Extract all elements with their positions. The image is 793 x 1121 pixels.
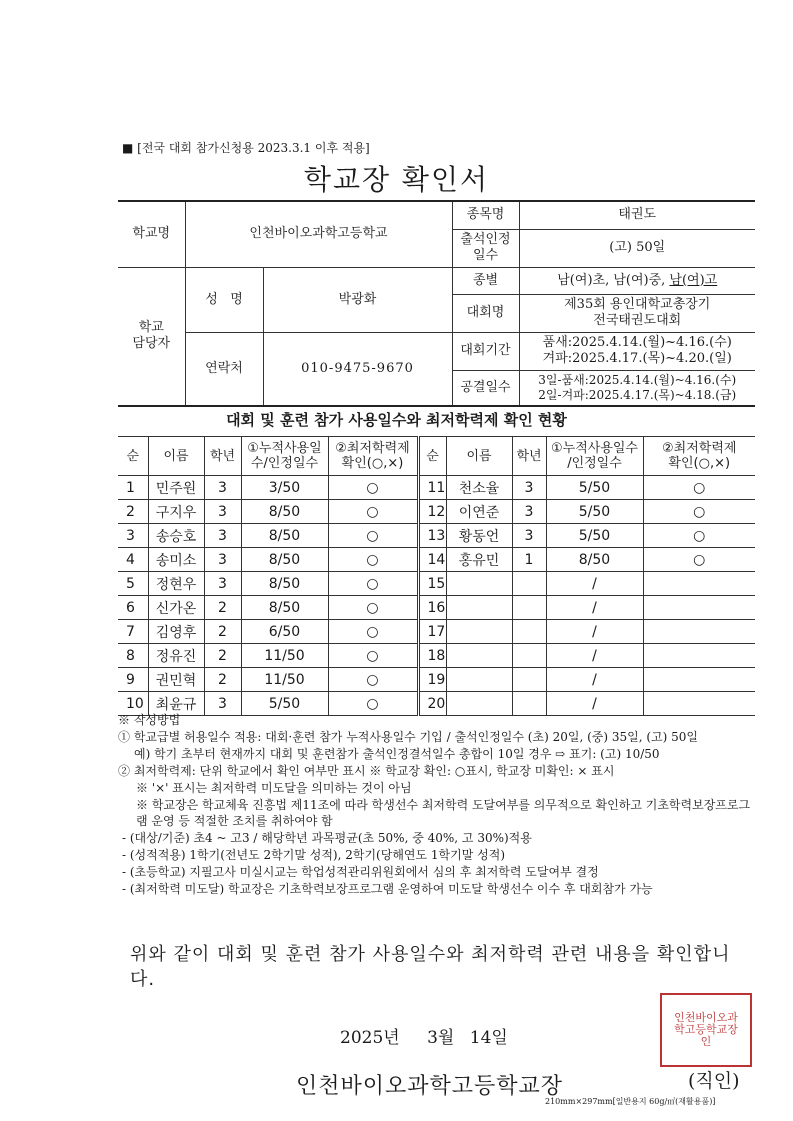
used-days: 8/50 <box>241 596 328 620</box>
academic-check: ○ <box>328 692 418 716</box>
used-days: / <box>546 620 643 644</box>
used-days: / <box>546 668 643 692</box>
period-value: 품새:2025.4.14.(월)~4.16.(수) 겨파:2025.4.17.(목)~4.20.(일) <box>519 332 755 370</box>
row-no: 11 <box>418 476 446 500</box>
used-days: 11/50 <box>241 644 328 668</box>
status-header-cell: 학년 <box>204 437 241 476</box>
header-note: ■ [전국 대회 참가신청용 2023.3.1 이후 적용] <box>122 141 370 155</box>
event-value: 태권도 <box>519 201 755 229</box>
student-name: 구지우 <box>148 500 204 524</box>
grade: 3 <box>204 524 241 548</box>
grade: 3 <box>512 524 546 548</box>
academic-check: ○ <box>328 524 418 548</box>
academic-check: ○ <box>328 620 418 644</box>
row-no: 3 <box>118 524 148 548</box>
competition-value: 제35회 용인대학교총장기 전국태권도대회 <box>519 294 755 332</box>
date-year: 2025년 <box>340 1028 400 1048</box>
info-table <box>118 200 755 407</box>
category-label: 종별 <box>452 267 519 294</box>
used-days: 5/50 <box>546 524 643 548</box>
academic-check <box>643 644 755 668</box>
student-name: 천소율 <box>446 476 512 500</box>
status-header-cell: ①누적사용일 수/인정일수 <box>241 437 328 476</box>
used-days: 3/50 <box>241 476 328 500</box>
row-no: 1 <box>118 476 148 500</box>
student-name: 민주원 <box>148 476 204 500</box>
table-row <box>118 524 755 548</box>
grade: 3 <box>204 572 241 596</box>
table-row <box>118 668 755 692</box>
contact-label: 연락처 <box>185 332 263 406</box>
academic-check: ○ <box>643 548 755 572</box>
grade: 3 <box>204 500 241 524</box>
used-days: 11/50 <box>241 668 328 692</box>
table-row <box>118 500 755 524</box>
confirm-text: 위와 같이 대회 및 훈련 참가 사용일수와 최저학력 관련 내용을 확인합니다. <box>130 944 731 990</box>
used-days: / <box>546 596 643 620</box>
student-name: 권민혁 <box>148 668 204 692</box>
academic-check: ○ <box>643 524 755 548</box>
status-header-cell: 학년 <box>512 437 546 476</box>
row-no: 10 <box>118 692 148 716</box>
student-name: 홍유민 <box>446 548 512 572</box>
grade <box>512 572 546 596</box>
category-options: 남(여)초, 남(여)중, <box>557 272 670 288</box>
attend-label: 출석인정 일수 <box>452 229 519 267</box>
used-days: 8/50 <box>546 548 643 572</box>
academic-check: ○ <box>328 548 418 572</box>
seal-label: (직인) <box>688 1070 740 1092</box>
grade: 3 <box>204 548 241 572</box>
academic-check: ○ <box>328 476 418 500</box>
note-line: 예) 학기 초부터 현재까지 대회 및 훈련참가 출석인정결석일수 총합이 10일 경우 ⇨ 표기: (고) 10/50 <box>134 747 660 761</box>
status-header-cell: 순 <box>418 437 446 476</box>
grade: 2 <box>204 668 241 692</box>
row-no: 2 <box>118 500 148 524</box>
note-line: - (초등학교) 지필고사 미실시교는 학업성적관리위원회에서 심의 후 최저학력 도달여부 결정 <box>122 865 599 879</box>
paper-spec: 210mm×297mm[일반용지 60g/㎡(재활용품)] <box>545 1097 716 1106</box>
row-no: 5 <box>118 572 148 596</box>
academic-check <box>643 620 755 644</box>
used-days: 8/50 <box>241 548 328 572</box>
row-no: 16 <box>418 596 446 620</box>
student-name <box>446 596 512 620</box>
grade <box>512 596 546 620</box>
period-label: 대회기간 <box>452 332 519 370</box>
principal-name: 인천바이오과학고등학교장 <box>296 1074 564 1099</box>
absence-value: 3일-품새:2025.4.14.(월)~4.16.(수) 2일-겨파:2025.4.17.(목)~4.18.(금) <box>519 370 755 406</box>
academic-check: ○ <box>643 500 755 524</box>
row-no: 15 <box>418 572 446 596</box>
academic-check: ○ <box>328 644 418 668</box>
grade: 3 <box>204 692 241 716</box>
used-days: 5/50 <box>546 500 643 524</box>
competition-label: 대회명 <box>452 294 519 332</box>
grade <box>512 668 546 692</box>
note-line: ① 학교급별 허용일수 적용: 대회·훈련 참가 누적사용일수 기입 / 출석인정일수 (초) 20일, (중) 35일, (고) 50일 <box>118 730 698 744</box>
row-no: 9 <box>118 668 148 692</box>
page-title: 학교장 확인서 <box>303 163 490 196</box>
row-no: 20 <box>418 692 446 716</box>
row-no: 14 <box>418 548 446 572</box>
grade: 2 <box>204 620 241 644</box>
row-no: 12 <box>418 500 446 524</box>
used-days: 5/50 <box>241 692 328 716</box>
category-value <box>519 267 755 294</box>
row-no: 6 <box>118 596 148 620</box>
note-line: - (성적적용) 1학기(전년도 2학기말 성적), 2학기(당해연도 1학기말 성적) <box>122 848 506 862</box>
school-seal <box>660 993 752 1067</box>
used-days: 8/50 <box>241 524 328 548</box>
name-label: 성 명 <box>185 267 263 332</box>
note-line: - (최저학력 미도달) 학교장은 기초학력보장프로그램 운영하여 미도달 학생선수 이수 후 대회참가 가능 <box>122 882 653 896</box>
academic-check <box>643 668 755 692</box>
student-name: 김영후 <box>148 620 204 644</box>
grade <box>512 620 546 644</box>
student-name <box>446 668 512 692</box>
school-name: 인천바이오과학고등학교 <box>185 201 452 267</box>
student-name: 송미소 <box>148 548 204 572</box>
used-days: 8/50 <box>241 500 328 524</box>
table-row <box>118 572 755 596</box>
note-line: ※ 작성방법 <box>118 713 181 727</box>
student-name <box>446 620 512 644</box>
used-days: 5/50 <box>546 476 643 500</box>
seal-text: 인천바이오과학고등학교장인 <box>674 1011 738 1048</box>
status-header-row <box>118 437 755 476</box>
note-line: ※ 학교장은 학교체육 진흥법 제11조에 따라 학생선수 최저학력 도달여부를 의무적으로 확인하고 기초학력보장프로그램 운영 등 적절한 조치를 취하여야 함 <box>136 798 751 828</box>
note-line: - (대상/기준) 초4 ~ 고3 / 해당학년 과목평균(초 50%, 중 40%, 고 30%)적용 <box>122 831 532 845</box>
student-name: 최윤규 <box>148 692 204 716</box>
academic-check: ○ <box>643 476 755 500</box>
date-day: 14일 <box>469 1028 508 1048</box>
student-name <box>446 572 512 596</box>
student-name: 송승호 <box>148 524 204 548</box>
status-header-cell: 순 <box>118 437 148 476</box>
academic-check: ○ <box>328 572 418 596</box>
academic-check: ○ <box>328 596 418 620</box>
used-days: / <box>546 572 643 596</box>
contact-value: 010-9475-9670 <box>263 332 452 406</box>
grade: 2 <box>204 644 241 668</box>
grade: 2 <box>204 596 241 620</box>
grade: 1 <box>512 548 546 572</box>
row-no: 7 <box>118 620 148 644</box>
student-name: 신가온 <box>148 596 204 620</box>
used-days: / <box>546 644 643 668</box>
manager-name: 박광화 <box>263 267 452 332</box>
event-label: 종목명 <box>452 201 519 229</box>
status-title: 대회 및 훈련 참가 사용일수와 최저학력제 확인 현황 <box>226 411 567 429</box>
date-line <box>340 1023 508 1048</box>
note-line: ※ '×' 표시는 최저학력 미도달을 의미하는 것이 아님 <box>136 781 412 795</box>
academic-check <box>643 596 755 620</box>
school-label: 학교명 <box>118 201 185 267</box>
row-no: 8 <box>118 644 148 668</box>
student-name: 정현우 <box>148 572 204 596</box>
absence-label: 공결일수 <box>452 370 519 406</box>
student-name: 정유진 <box>148 644 204 668</box>
table-row <box>118 596 755 620</box>
row-no: 18 <box>418 644 446 668</box>
table-row <box>118 620 755 644</box>
grade <box>512 644 546 668</box>
row-no: 4 <box>118 548 148 572</box>
used-days: 6/50 <box>241 620 328 644</box>
notes-section <box>118 712 755 898</box>
row-no: 17 <box>418 620 446 644</box>
table-row <box>118 644 755 668</box>
attend-value: (고) 50일 <box>519 229 755 267</box>
grade: 3 <box>512 476 546 500</box>
status-header-cell: 이름 <box>148 437 204 476</box>
academic-check <box>643 572 755 596</box>
date-month: 3월 <box>427 1028 455 1048</box>
student-name: 황동언 <box>446 524 512 548</box>
note-line: ② 최저학력제: 단위 학교에서 확인 여부만 표시 ※ 학교장 확인: ○표시, 학교장 미확인: × 표시 <box>118 764 615 778</box>
academic-check: ○ <box>328 500 418 524</box>
status-header-cell: ②최저학력제 확인(○,×) <box>643 437 755 476</box>
student-name: 이연준 <box>446 500 512 524</box>
category-selected: 남(여)고 <box>669 272 718 288</box>
status-table <box>118 436 755 716</box>
used-days: 8/50 <box>241 572 328 596</box>
table-row <box>118 548 755 572</box>
student-name <box>446 644 512 668</box>
row-no: 19 <box>418 668 446 692</box>
used-days: / <box>546 692 643 716</box>
table-row <box>118 476 755 500</box>
status-header-cell: ①누적사용일수 /인정일수 <box>546 437 643 476</box>
academic-check: ○ <box>328 668 418 692</box>
row-no: 13 <box>418 524 446 548</box>
status-header-cell: 이름 <box>446 437 512 476</box>
status-header-cell: ②최저학력제 확인(○,×) <box>328 437 418 476</box>
grade: 3 <box>204 476 241 500</box>
grade: 3 <box>512 500 546 524</box>
manager-label: 학교 담당자 <box>118 267 185 406</box>
